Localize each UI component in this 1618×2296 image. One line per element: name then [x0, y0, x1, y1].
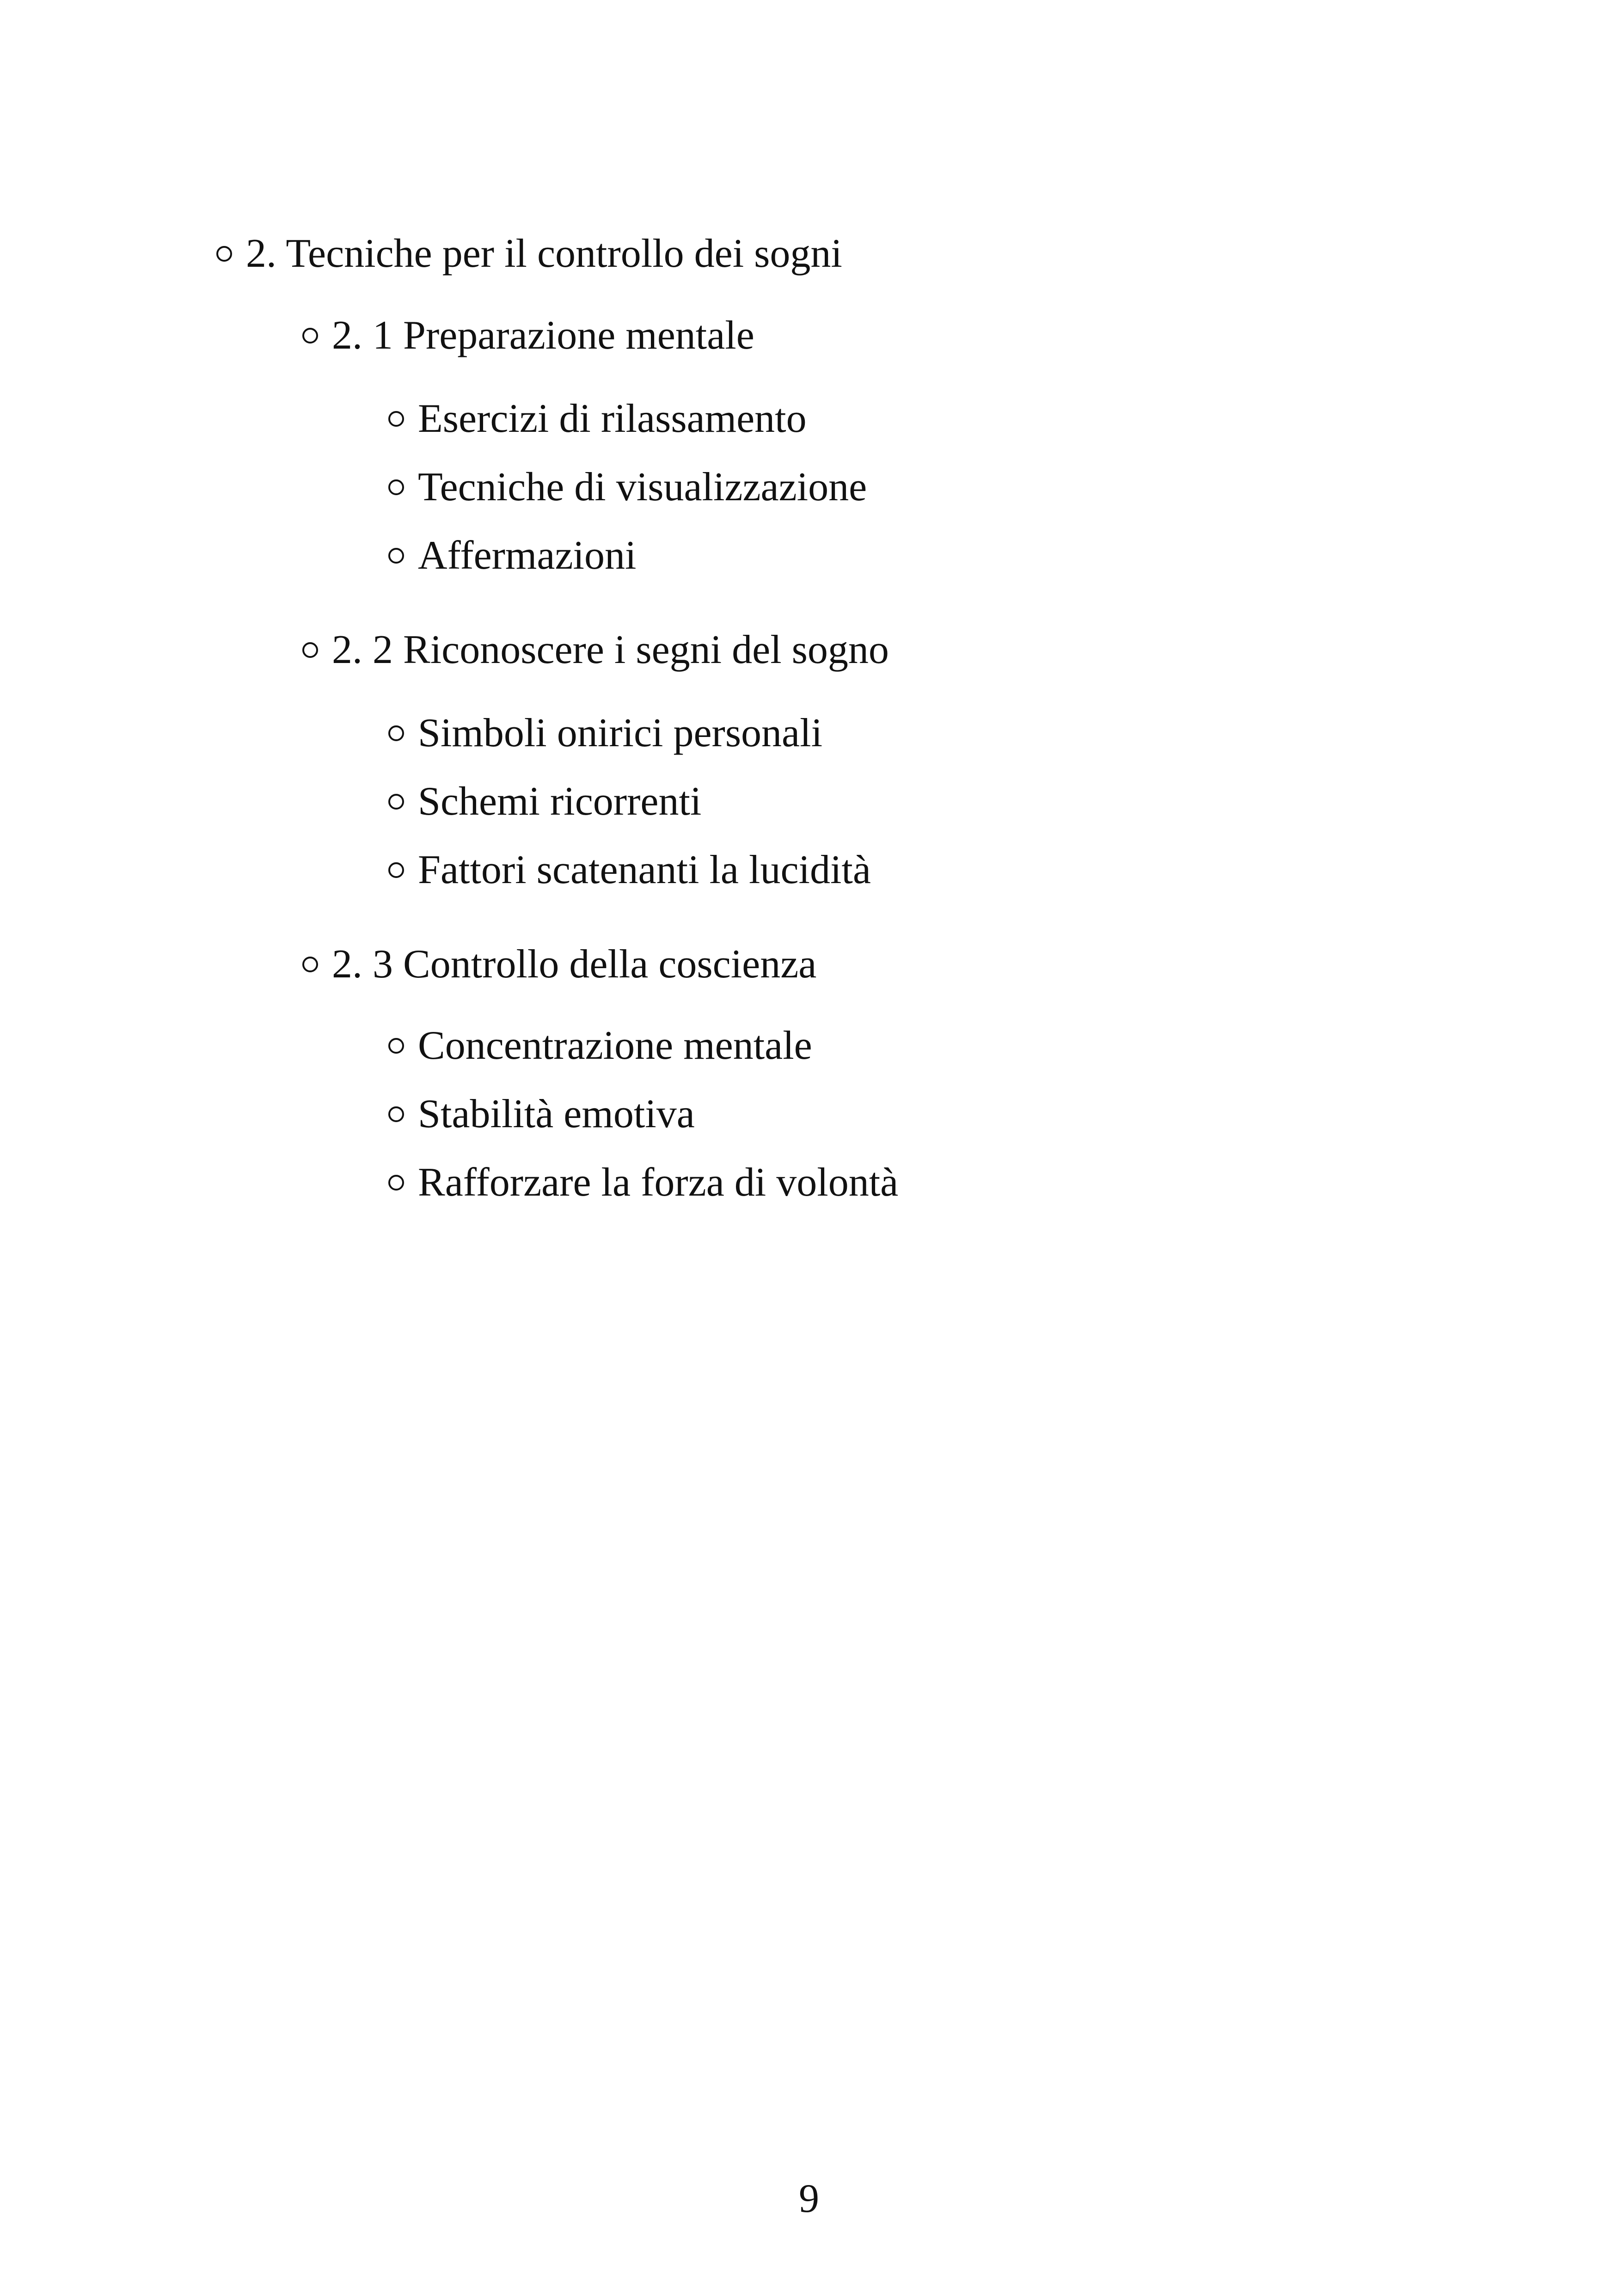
hollow-circle-bullet-icon: [302, 642, 318, 658]
list-item-label: Fattori scatenanti la lucidità: [418, 847, 871, 892]
outline-item: [216, 233, 842, 274]
outline-item: [388, 467, 867, 508]
outline-item: [302, 315, 754, 356]
list-item-label: Esercizi di rilassamento: [418, 396, 807, 441]
list-item-label: Schemi ricorrenti: [418, 779, 702, 824]
section-title: 2. Tecniche per il controllo dei sogni: [246, 231, 842, 276]
page-number: 9: [799, 2176, 819, 2221]
list-item-label: Tecniche di visualizzazione: [418, 465, 867, 510]
outline-item: [388, 535, 636, 576]
hollow-circle-bullet-icon: [302, 957, 318, 972]
list-item-label: Affermazioni: [418, 533, 637, 578]
outline-item: [388, 781, 701, 822]
subsection-title: 2. 3 Controllo della coscienza: [332, 942, 817, 987]
subsection-title: 2. 1 Preparazione mentale: [332, 313, 754, 358]
hollow-circle-bullet-icon: [388, 1175, 404, 1191]
hollow-circle-bullet-icon: [388, 725, 404, 741]
outline-item: [388, 1162, 898, 1203]
hollow-circle-bullet-icon: [388, 479, 404, 495]
hollow-circle-bullet-icon: [388, 548, 404, 564]
hollow-circle-bullet-icon: [388, 794, 404, 810]
hollow-circle-bullet-icon: [388, 862, 404, 878]
outline-item: [302, 627, 889, 672]
outline-item: [302, 944, 816, 985]
outline-item: [388, 847, 871, 892]
hollow-circle-bullet-icon: [388, 411, 404, 427]
outline-item: [388, 1025, 812, 1066]
list-item-label: Concentrazione mentale: [418, 1023, 812, 1068]
hollow-circle-bullet-icon: [216, 246, 232, 262]
hollow-circle-bullet-icon: [388, 1106, 404, 1122]
outline-item: [388, 1094, 695, 1135]
list-item-label: Simboli onirici personali: [418, 711, 823, 755]
outline-item: [388, 396, 807, 441]
subsection-title: 2. 2 Riconoscere i segni del sogno: [332, 627, 889, 672]
outline-item: [388, 713, 822, 754]
list-item-label: Rafforzare la forza di volontà: [418, 1160, 899, 1205]
hollow-circle-bullet-icon: [302, 328, 318, 344]
hollow-circle-bullet-icon: [388, 1038, 404, 1054]
list-item-label: Stabilità emotiva: [418, 1092, 695, 1136]
